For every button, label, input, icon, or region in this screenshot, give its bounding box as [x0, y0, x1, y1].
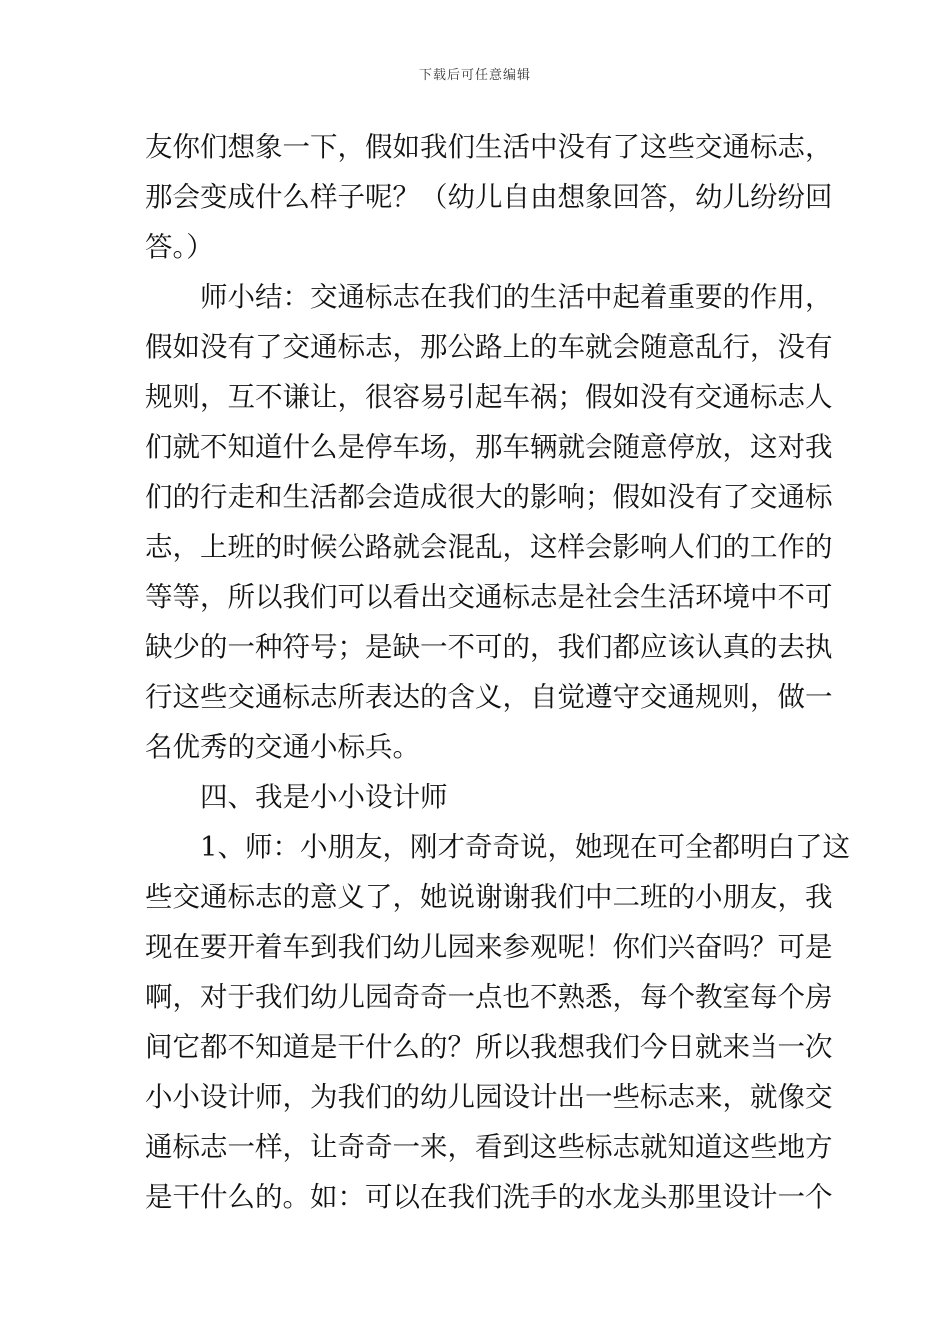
paragraph: [145, 122, 833, 272]
text-line: 行这些交通标志所表达的含义，自觉遵守交通规则，做一: [145, 681, 833, 713]
text-line: 志，上班的时候公路就会混乱，这样会影响人们的工作的: [145, 531, 833, 563]
text-line: 那会变成什么样子呢？（幼儿自由想象回答，幼儿纷纷回: [145, 181, 833, 213]
text-line: 友你们想象一下，假如我们生活中没有了这些交通标志，: [145, 131, 833, 163]
text-line: 缺少的一种符号；是缺一不可的，我们都应该认真的去执: [145, 631, 833, 663]
paragraph: [145, 822, 850, 1222]
text-line: 们就不知道什么是停车场，那车辆就会随意停放，这对我: [145, 431, 833, 463]
text-line: 间它都不知道是干什么的？所以我想我们今日就来当一次: [145, 1031, 833, 1063]
text-line: 名优秀的交通小标兵。: [145, 731, 420, 763]
text-line: 答。）: [145, 231, 214, 263]
text-line: 1、师：小朋友，刚才奇奇说，她现在可全都明白了这: [200, 831, 850, 863]
text-line: 现在要开着车到我们幼儿园来参观呢！你们兴奋吗？可是: [145, 931, 833, 963]
text-line: 啊，对于我们幼儿园奇奇一点也不熟悉，每个教室每个房: [145, 981, 833, 1013]
text-line: 是干什么的。如：可以在我们洗手的水龙头那里设计一个: [145, 1181, 833, 1213]
text-line: 规则，互不谦让，很容易引起车祸；假如没有交通标志人: [145, 381, 833, 413]
text-line: 通标志一样，让奇奇一来，看到这些标志就知道这些地方: [145, 1131, 833, 1163]
document-body: [145, 122, 850, 1222]
text-line: 假如没有了交通标志，那公路上的车就会随意乱行，没有: [145, 331, 833, 363]
paragraph: [145, 272, 833, 772]
text-line: 小小设计师，为我们的幼儿园设计出一些标志来，就像交: [145, 1081, 833, 1113]
section-heading: [145, 772, 807, 822]
text-line: 些交通标志的意义了，她说谢谢我们中二班的小朋友，我: [145, 881, 833, 913]
page-header: 下载后可任意编辑: [418, 68, 531, 83]
text-line: 等等，所以我们可以看出交通标志是社会生活环境中不可: [145, 581, 833, 613]
text-line: 四、我是小小设计师: [200, 781, 448, 813]
text-line: 师小结：交通标志在我们的生活中起着重要的作用，: [200, 281, 833, 313]
text-line: 们的行走和生活都会造成很大的影响；假如没有了交通标: [145, 481, 833, 513]
